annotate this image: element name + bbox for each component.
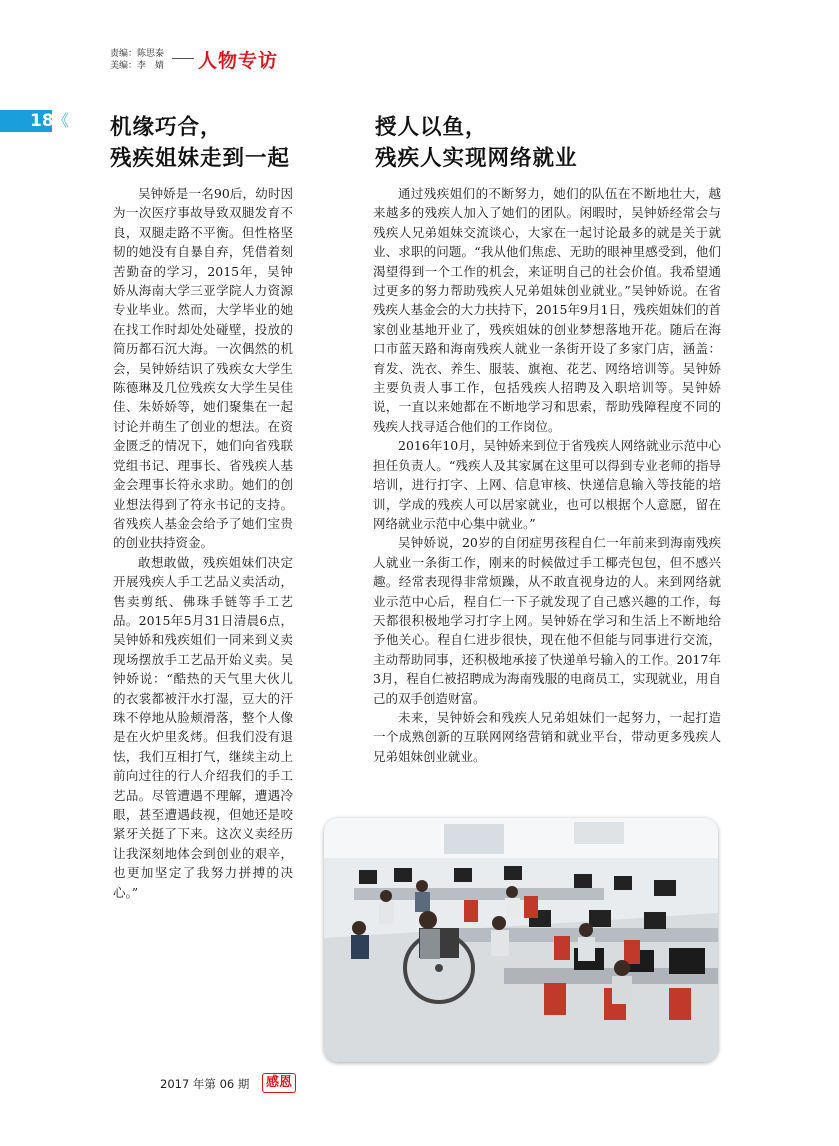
photo-illustration <box>324 818 718 1062</box>
section-title: 人物专访 <box>198 50 279 72</box>
magazine-logo: 感恩 <box>262 1073 296 1093</box>
editor-line: 责编：陈思泰 <box>110 49 165 59</box>
page-number: 18 <box>30 111 54 131</box>
right-headline-line2: 残疾人实现网络就业 <box>375 146 578 171</box>
designer-line: 美编：李 婧 <box>110 61 165 71</box>
page-marker: 《 <box>53 111 70 130</box>
editor-credits <box>110 48 164 72</box>
right-paragraph: 未来，吴钟娇会和残疾人兄弟姐妹们一起努力，一起打造一个成熟创新的互联网网络营销和就业平台，带动更多残疾人兄弟姐妹创业就业。 <box>373 709 721 764</box>
right-paragraph: 吴钟娇说，20岁的自闭症男孩程自仁一年前来到海南残疾人就业一条街工作，刚来的时候做过手工椰壳包包，但不感兴趣。经常表现得非常烦躁，从不敢直视身边的人。来到网络就业示范中心后，程自仁一下子就发现了自己感兴趣的工作，每天都很积极地学习打字上网。吴钟娇在学习和生活上不断地给予他关心。程自仁进步很快，现在他不但能与同事进行交流，主动帮助同事，还积极地承接了快递单号输入的工作。2017年3月，程自仁被招聘成为海南残服的电商员工，实现就业，用自己的双手创造财富。 <box>373 535 721 706</box>
right-paragraph: 通过残疾姐们的不断努力，她们的队伍在不断地壮大，越来越多的残疾人加入了她们的团队。闲暇时，吴钟娇经常会与残疾人兄弟姐妹交流谈心，大家在一起讨论最多的就是关于就业、求职的问题。“我从他们焦虑、无助的眼神里感受到，他们渴望得到一个工作的机会，来证明自己的社会价值。我希望通过更多的努力帮助残疾人兄弟姐妹创业就业。”吴钟娇说。在省残疾人基金会的大力扶持下，2015年9月1日，残疾姐妹们的首家创业基地开业了，残疾姐妹的创业梦想落地开花。随后在海口市蓝天路和海南残疾人就业一条街开设了多家门店，涵盖：育发、洗衣、养生、服装、旗袍、花艺、网络培训等。吴钟娇主要负责人事工作，包括残疾人招聘及入职培训等。吴钟娇说，一直以来她都在不断地学习和思索，帮助残障程度不同的残疾人找寻适合他们的工作岗位。 <box>373 186 721 434</box>
left-headline <box>110 112 290 174</box>
left-headline-line1: 机缘巧合， <box>110 115 223 140</box>
right-headline <box>375 112 578 174</box>
header-rule <box>172 58 194 59</box>
left-paragraph: 敢想敢做，残疾姐妹们决定开展残疾人手工艺品义卖活动，售卖剪纸、佛珠手链等手工艺品。2015年5月31日清晨6点，吴钟娇和残疾姐们一同来到义卖现场摆放手工艺品开始义卖。吴钟娇说：“酷热的天气里大伙儿的衣裳都被汗水打湿，豆大的汗珠不停地从脸颊滑落，整个人像是在火炉里炙烤。但我们没有退怯，我们互相打气，继续主动上前向过往的行人介绍我们的手工艺品。尽管遭遇不理解，遭遇冷眼，甚至遭遇歧视，但她还是咬紧牙关挺了下来。这次义卖经历让我深刻地体会到创业的艰辛，也更加坚定了我努力拼搏的决心。” <box>113 554 293 900</box>
left-column <box>113 184 293 902</box>
right-column <box>373 184 721 766</box>
right-paragraph: 2016年10月，吴钟娇来到位于省残疾人网络就业示范中心担任负责人。“残疾人及其家属在这里可以得到专业老师的指导培训，进行打字、上网、信息审核、快递信息输入等技能的培训，学成的残疾人可以居家就业，也可以根据个人意愿，留在网络就业示范中心集中就业。” <box>373 438 721 531</box>
left-headline-line2: 残疾姐妹走到一起 <box>110 146 291 171</box>
left-paragraph: 吴钟娇是一名90后，幼时因为一次医疗事故导致双腿发育不良，双腿走路不平衡。但性格坚韧的她没有自暴自弃，凭借着刻苦勤奋的学习，2015年，吴钟娇从海南大学三亚学院人力资源专业毕业。然而，大学毕业的她在找工作时却处处碰壁，投放的简历都石沉大海。一次偶然的机会，吴钟娇结识了残疾女大学生陈德琳及几位残疾女大学生吴佳佳、朱娇娇等，她们聚集在一起讨论并萌生了创业的想法。在资金匮乏的情况下，她们向省残联党组书记、理事长、省残疾人基金会理事长符永求助。她们的创业想法得到了符永书记的支持。省残疾人基金会给予了她们宝贵的创业扶持资金。 <box>113 186 293 551</box>
right-headline-line1: 授人以鱼， <box>375 115 488 140</box>
computer-training-room-photo <box>324 818 718 1062</box>
issue-label: 2017 年第 06 期 <box>160 1077 250 1091</box>
